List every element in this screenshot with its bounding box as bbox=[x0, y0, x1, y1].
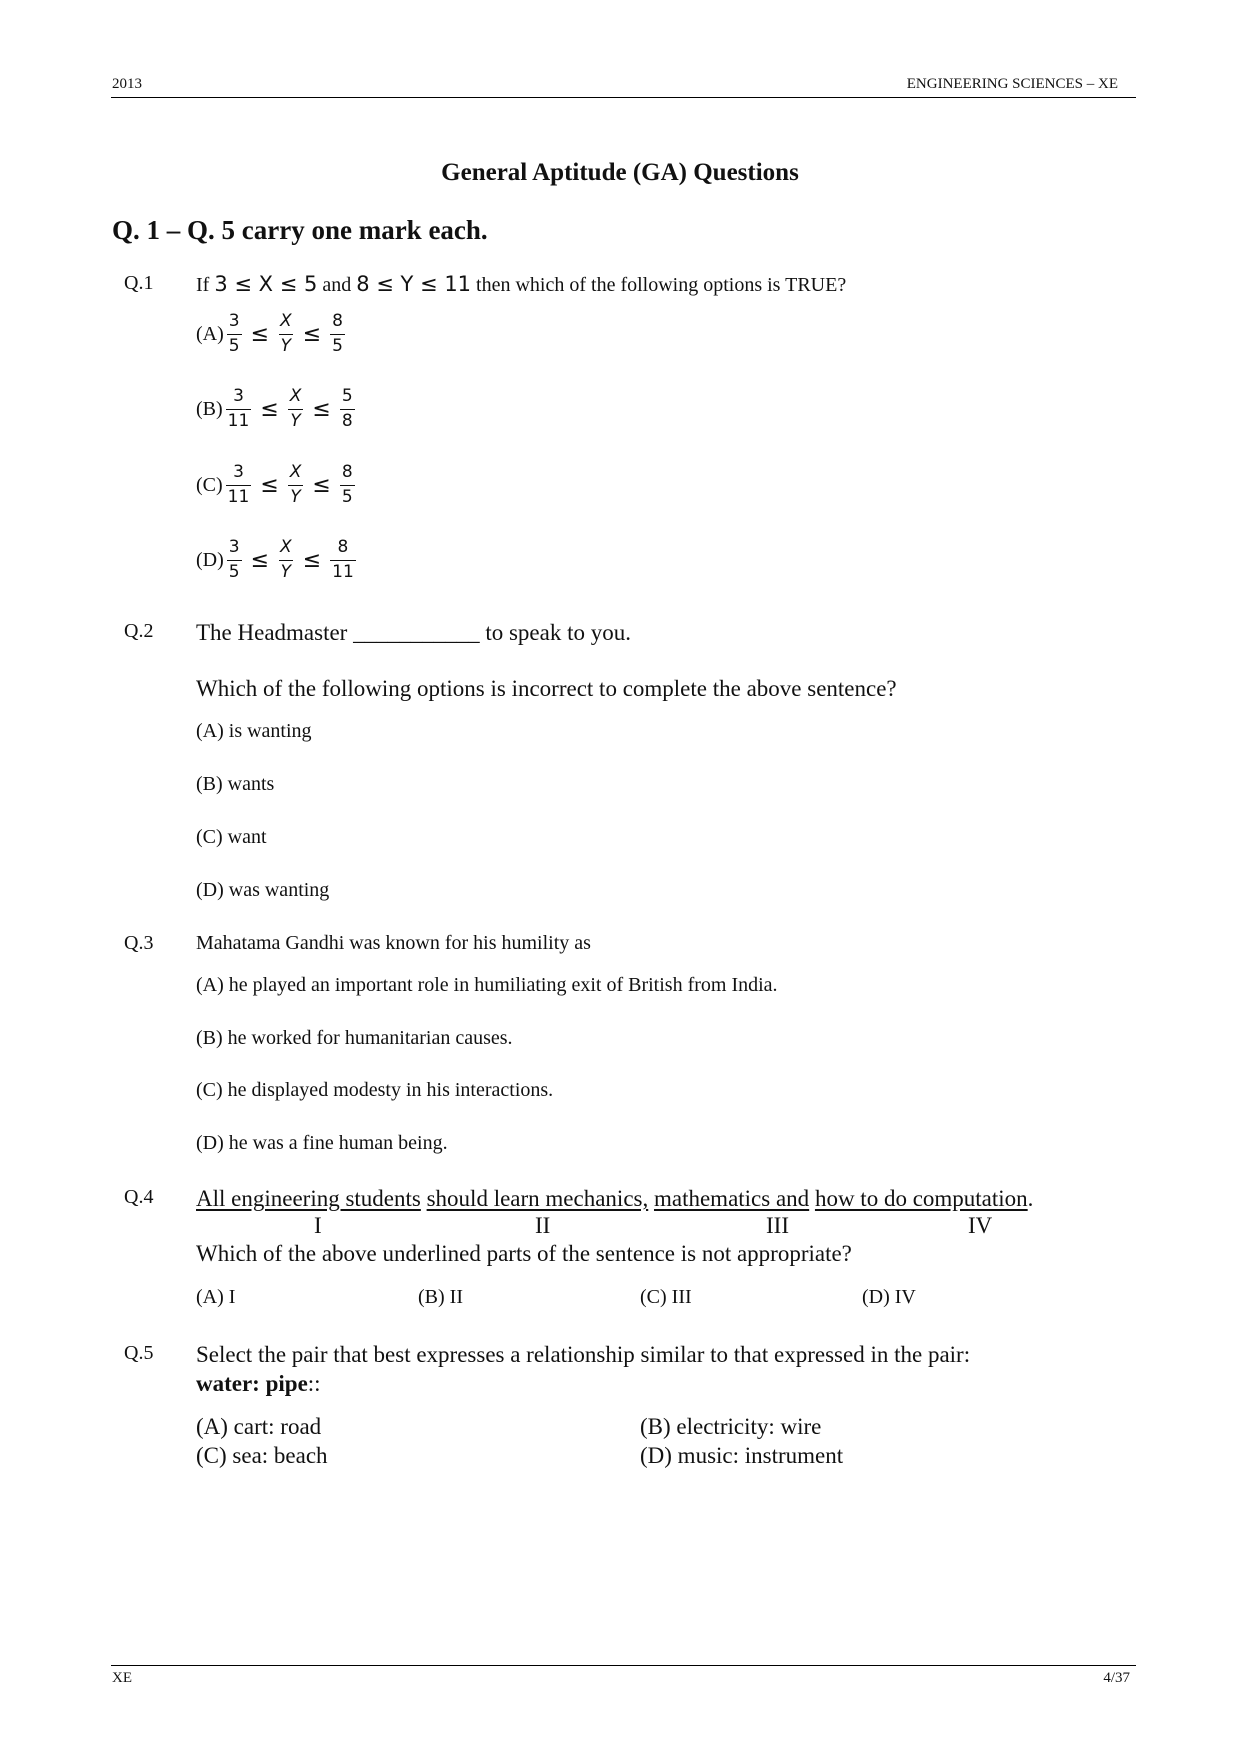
q5-pair-tail: :: bbox=[307, 1371, 321, 1396]
q1-number: Q.1 bbox=[124, 272, 154, 294]
q2-option-a: (A) is wanting bbox=[196, 720, 312, 742]
q3-option-a: (A) he played an important role in humiliating exit of British from India. bbox=[196, 974, 778, 996]
q4-number: Q.4 bbox=[124, 1186, 154, 1208]
q4-sub-question: Which of the above underlined parts of the sentence is not appropriate? bbox=[196, 1241, 852, 1266]
q4-sentence bbox=[196, 1186, 1033, 1212]
page-title: General Aptitude (GA) Questions bbox=[441, 159, 799, 186]
q1-option-d bbox=[196, 538, 359, 582]
fraction: $\frac{5}{8}$ bbox=[341, 386, 353, 431]
fraction: $\frac{X}{Y}$ bbox=[289, 462, 302, 507]
header-paper-name: ENGINEERING SCIENCES – XE bbox=[906, 76, 1118, 92]
fraction: $\frac{3}{5}$ bbox=[228, 537, 240, 582]
q1-stem bbox=[196, 272, 846, 297]
fraction: $\frac{8}{11}$ bbox=[332, 537, 354, 582]
q4-part-3: mathematics and bbox=[653, 1186, 810, 1211]
q3-option-b: (B) he worked for humanitarian causes. bbox=[196, 1027, 513, 1049]
q1-stem-and: and bbox=[322, 274, 352, 296]
q4-marker-4: IV bbox=[968, 1213, 993, 1238]
fraction: $\frac{X}{Y}$ bbox=[280, 311, 292, 356]
option-label: (B) bbox=[196, 397, 223, 420]
footer-code: XE bbox=[112, 1670, 132, 1686]
fraction: $\frac{8}{5}$ bbox=[332, 311, 343, 356]
le-symbol: ≤ bbox=[260, 472, 279, 498]
q5-pair-bold: water: pipe bbox=[196, 1371, 308, 1396]
le-symbol: ≤ bbox=[302, 547, 322, 573]
q3-number: Q.3 bbox=[124, 932, 154, 954]
le-symbol: ≤ bbox=[312, 472, 331, 498]
q2-sub-question: Which of the following options is incorrect to complete the above sentence? bbox=[196, 676, 897, 701]
q3-option-d: (D) he was a fine human being. bbox=[196, 1132, 448, 1154]
le-symbol: ≤ bbox=[312, 396, 331, 422]
q4-option-b: (B) II bbox=[418, 1286, 463, 1308]
header-rule bbox=[111, 97, 1136, 98]
q2-number: Q.2 bbox=[124, 620, 154, 642]
q5-option-c: (C) sea: beach bbox=[196, 1443, 328, 1468]
q4-part-1: All engineering students bbox=[196, 1186, 421, 1211]
q4-option-c: (C) III bbox=[640, 1286, 692, 1308]
footer-page-number: 4/37 bbox=[1103, 1670, 1130, 1686]
fraction: $\frac{3}{5}$ bbox=[228, 311, 240, 356]
q5-pair bbox=[196, 1371, 321, 1397]
q1-inequality-y: 8 ≤ Y ≤ 11 bbox=[356, 272, 472, 296]
q5-option-b: (B) electricity: wire bbox=[640, 1414, 822, 1439]
q3-stem: Mahatama Gandhi was known for his humility as bbox=[196, 932, 591, 954]
le-symbol: ≤ bbox=[260, 396, 279, 422]
q5-number: Q.5 bbox=[124, 1342, 154, 1364]
q1-option-a bbox=[196, 312, 348, 356]
q4-option-a: (A) I bbox=[196, 1286, 236, 1308]
q2-option-b: (B) wants bbox=[196, 773, 275, 795]
le-symbol: ≤ bbox=[302, 321, 322, 347]
fraction: $\frac{3}{11}$ bbox=[227, 462, 250, 507]
fraction: $\frac{X}{Y}$ bbox=[289, 386, 302, 431]
fraction: $\frac{8}{5}$ bbox=[341, 462, 353, 507]
q1-stem-if: If bbox=[196, 274, 210, 296]
fraction: $\frac{3}{11}$ bbox=[227, 386, 250, 431]
q2-option-c: (C) want bbox=[196, 826, 267, 848]
q1-option-b bbox=[196, 387, 358, 431]
option-label: (C) bbox=[196, 473, 223, 496]
q4-period: . bbox=[1027, 1186, 1034, 1211]
q5-stem: Select the pair that best expresses a relationship similar to that expressed in the pair: bbox=[196, 1342, 971, 1367]
q1-stem-tail: then which of the following options is TRUE? bbox=[476, 274, 847, 296]
q2-stem: The Headmaster ___________ to speak to you. bbox=[196, 620, 631, 645]
le-symbol: ≤ bbox=[250, 321, 270, 347]
q1-inequality-x: 3 ≤ X ≤ 5 bbox=[214, 272, 318, 296]
fraction: $\frac{X}{Y}$ bbox=[280, 537, 292, 582]
q4-option-d: (D) IV bbox=[862, 1286, 916, 1308]
q2-option-d: (D) was wanting bbox=[196, 879, 330, 901]
q5-option-a: (A) cart: road bbox=[196, 1414, 322, 1439]
option-label: (D) bbox=[196, 548, 224, 571]
q4-part-4: how to do computation bbox=[814, 1186, 1028, 1211]
q4-marker-3: III bbox=[766, 1213, 789, 1238]
q4-marker-2: II bbox=[535, 1213, 551, 1238]
section-heading: Q. 1 – Q. 5 carry one mark each. bbox=[112, 215, 488, 245]
header-year: 2013 bbox=[112, 76, 142, 92]
q5-option-d: (D) music: instrument bbox=[640, 1443, 844, 1468]
q3-option-c: (C) he displayed modesty in his interactions. bbox=[196, 1079, 554, 1101]
le-symbol: ≤ bbox=[250, 547, 270, 573]
q1-option-c bbox=[196, 463, 358, 507]
footer-rule bbox=[111, 1665, 1136, 1666]
q4-marker-1: I bbox=[314, 1213, 322, 1238]
option-label: (A) bbox=[196, 322, 224, 345]
q4-part-2: should learn mechanics, bbox=[426, 1186, 649, 1211]
